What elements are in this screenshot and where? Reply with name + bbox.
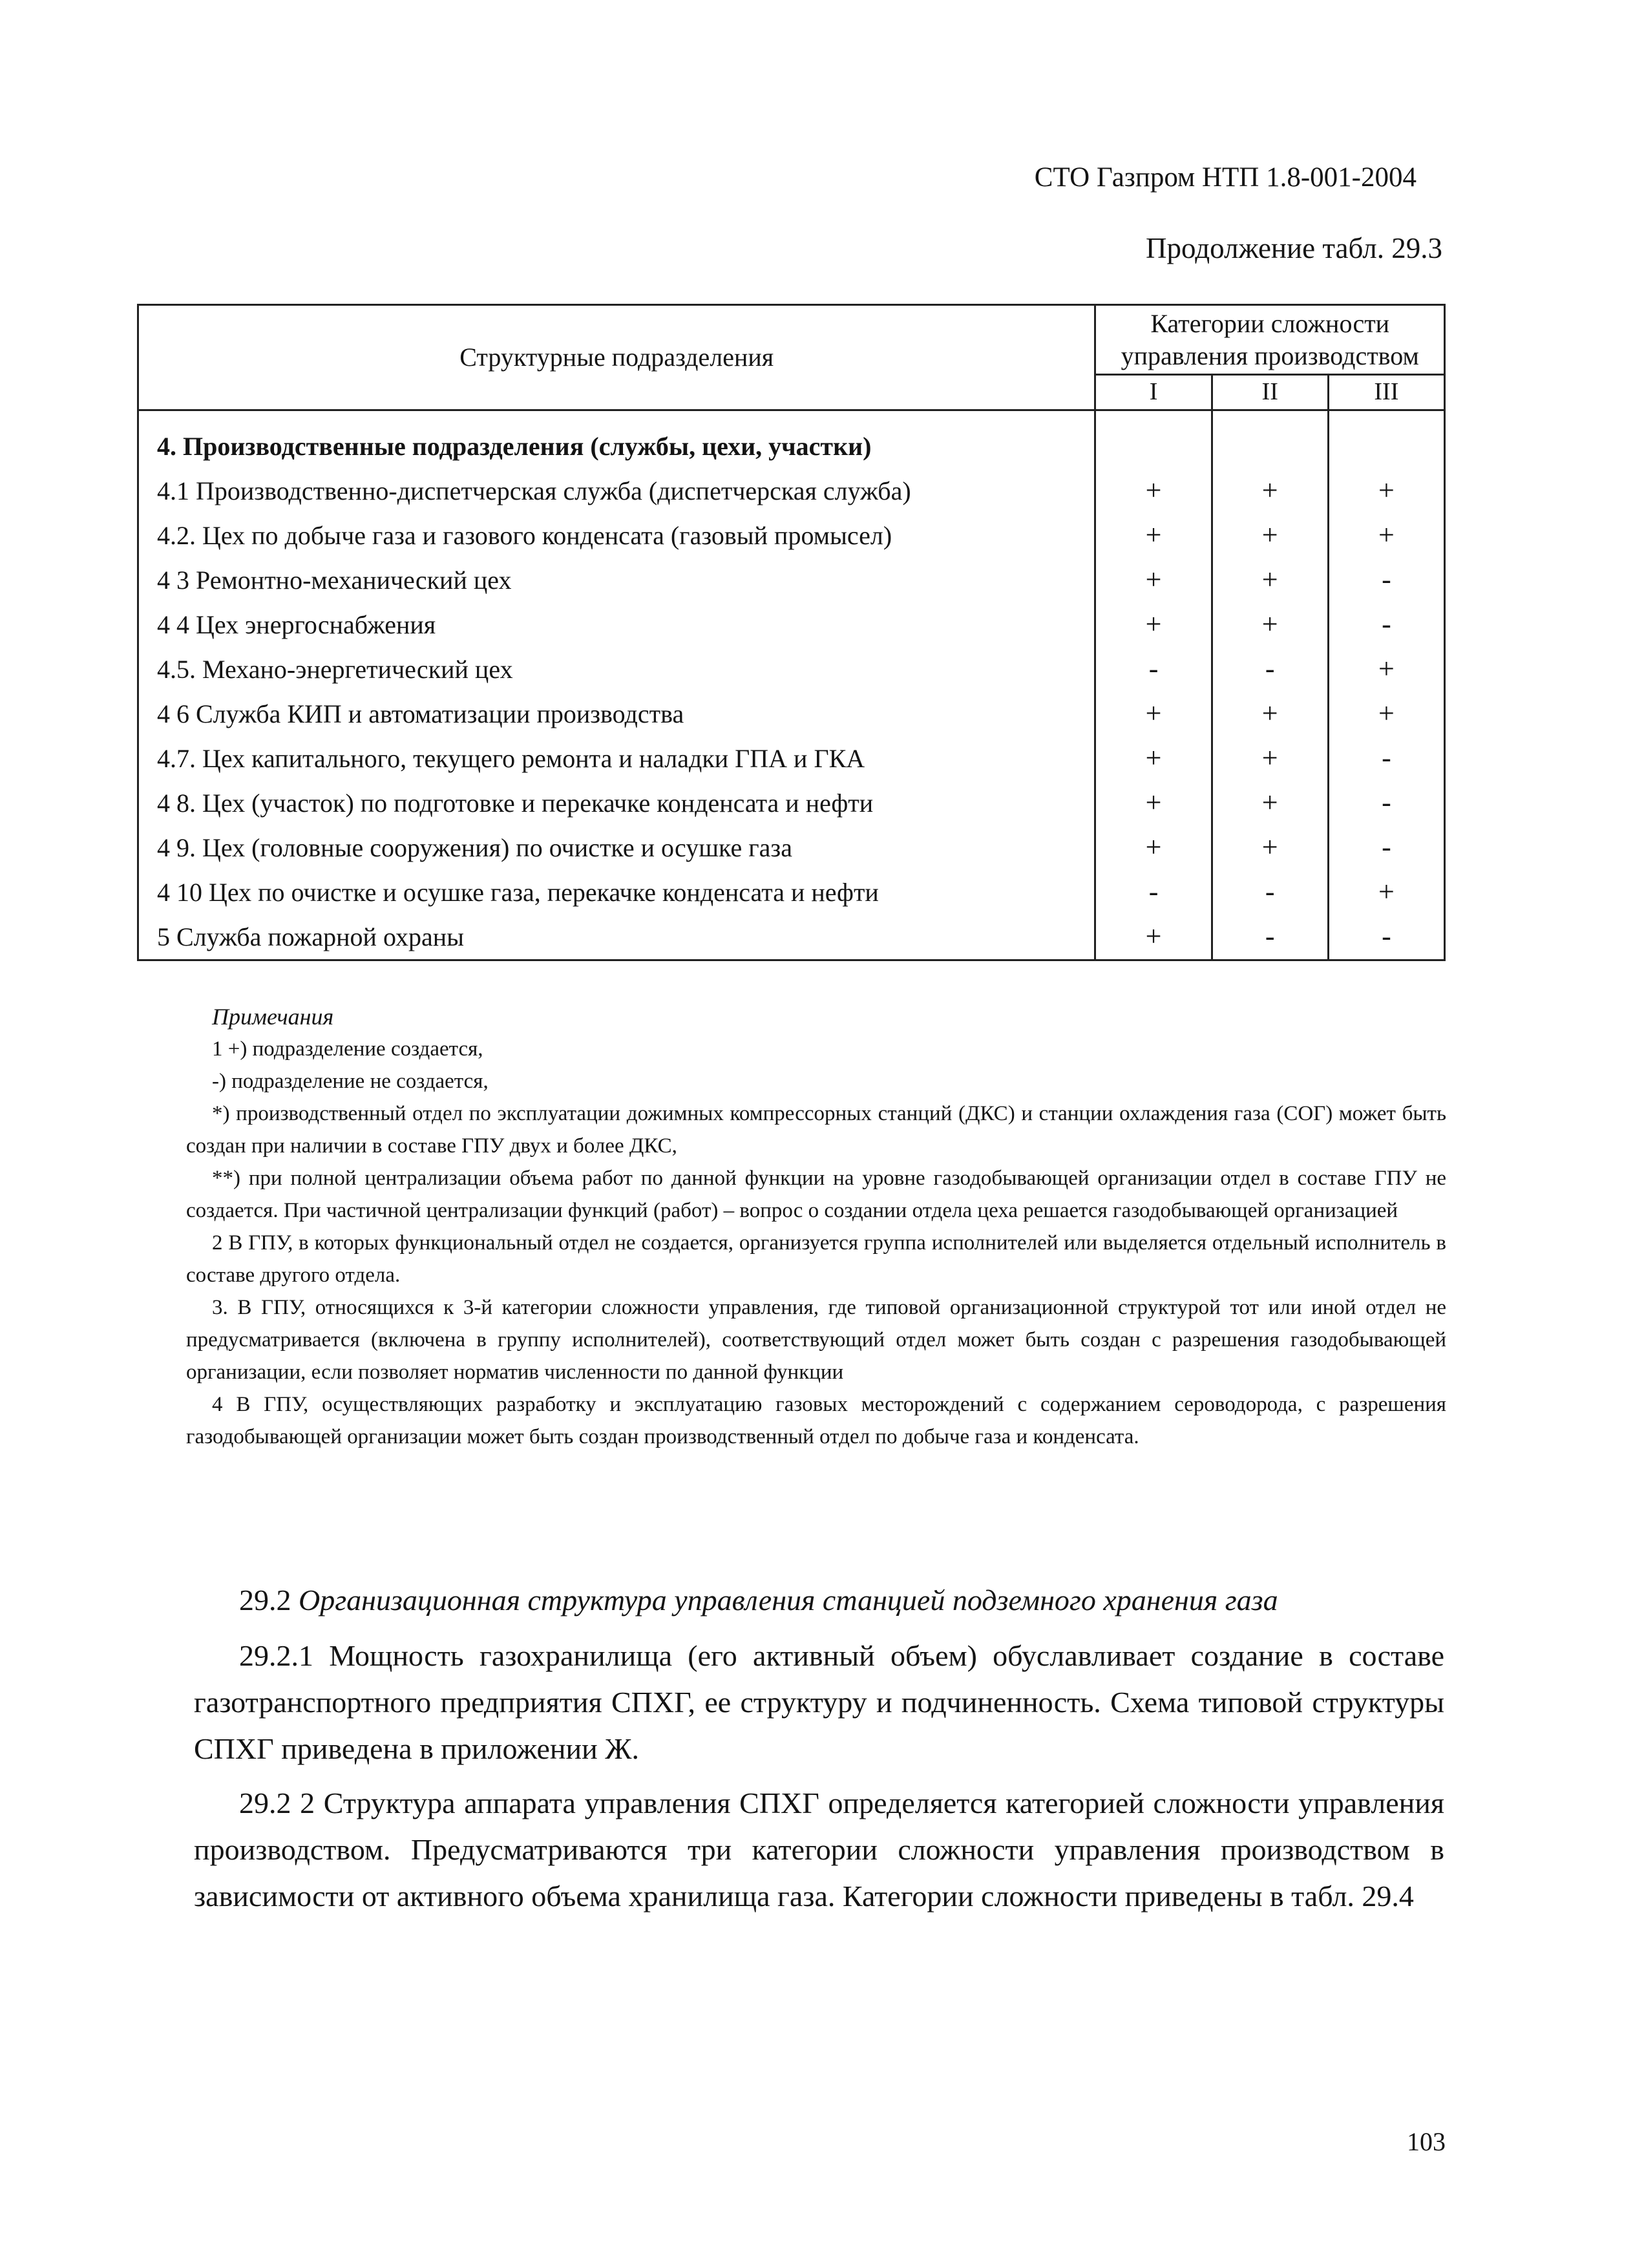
row-name: 4.5. Механо-энергетический цех [138, 647, 1095, 692]
category-mark: - [1328, 825, 1444, 870]
row-name: 4.2. Цех по добыче газа и газового конденсата (газовый промысел) [138, 513, 1095, 558]
category-mark: + [1328, 513, 1444, 558]
row-name: 5 Служба пожарной охраны [138, 915, 1095, 960]
category-mark: + [1095, 781, 1212, 825]
category-mark: + [1212, 513, 1328, 558]
row-name: 4 9. Цех (головные сооружения) по очистке и осушке газа [138, 825, 1095, 870]
row-name: 4 6 Служба КИП и автоматизации производства [138, 692, 1095, 736]
category-mark: - [1095, 870, 1212, 915]
category-mark: + [1328, 469, 1444, 513]
note-item: 4 В ГПУ, осуществляющих разработку и эксплуатацию газовых месторождений с содержанием сероводорода, с разрешения газодобывающей организации может быть создан производственный отдел по добыче газа и конденсата. [186, 1393, 1446, 1448]
section-row [138, 424, 1445, 469]
structure-table [137, 304, 1446, 961]
category-mark: - [1212, 870, 1328, 915]
subsection-heading [194, 1577, 1444, 1624]
category-mark: + [1095, 736, 1212, 781]
col-header-structure: Структурные подразделения [138, 305, 1095, 410]
paragraph: 29.2.1 Мощность газохранилища (его активный объем) обуславливает создание в составе газотранспортного предприятия СПХГ, ее структуру и подчиненность. Схема типовой структуры СПХГ приведена в приложении Ж. [194, 1639, 1444, 1765]
page-number: 103 [1407, 2127, 1446, 2156]
row-name: 4 3 Ремонтно-механический цех [138, 558, 1095, 602]
section-title: 4. Производственные подразделения (службы, цехи, участки) [138, 424, 1095, 469]
table-row [138, 915, 1445, 960]
table-row [138, 736, 1445, 781]
note-item: 3. В ГПУ, относящихся к 3-й категории сложности управления, где типовой организационной структурой тот или иной отдел не предусматривается (включена в группу исполнителей), соответствующий отдел может быть создан с разрешения газодобывающей организации, если позволяет норматив численности по данной функции [186, 1296, 1446, 1384]
note-item: **) при полной централизации объема работ по данной функции на уровне газодобывающей организации отдел в составе ГПУ не создается. При частичной централизации функций (работ) – вопрос о создании отдела цеха решается газодобывающей организацией [186, 1167, 1446, 1222]
category-mark: - [1328, 602, 1444, 647]
category-mark: + [1212, 825, 1328, 870]
category-mark: + [1328, 692, 1444, 736]
note-item: 2 В ГПУ, в которых функциональный отдел не создается, организуется группа исполнителей или выделяется отдельный исполнитель в составе другого отдела. [186, 1231, 1446, 1287]
category-mark: - [1212, 647, 1328, 692]
category-label: III [1328, 375, 1444, 410]
subsection-number: 29.2 [239, 1584, 291, 1616]
note-item: -) подразделение не создается, [212, 1070, 489, 1093]
category-mark: - [1328, 558, 1444, 602]
category-mark: + [1212, 602, 1328, 647]
row-name: 4 4 Цех энергоснабжения [138, 602, 1095, 647]
paragraph: 29.2 2 Структура аппарата управления СПХГ определяется категорией сложности управления производством. Предусматриваются три категории сложности управления производством в зависимости от активного объема хранилища газа. Категории сложности приведены в табл. 29.4 [194, 1786, 1444, 1913]
table-row [138, 513, 1445, 558]
category-mark: + [1095, 469, 1212, 513]
table-row [138, 825, 1445, 870]
category-mark: - [1095, 647, 1212, 692]
table-row [138, 692, 1445, 736]
table-continuation-label: Продолжение табл. 29.3 [1146, 232, 1442, 264]
category-mark: + [1095, 513, 1212, 558]
category-mark: + [1212, 692, 1328, 736]
notes-block [186, 1001, 1446, 1453]
category-mark: + [1212, 558, 1328, 602]
category-mark: - [1328, 915, 1444, 960]
table-row [138, 781, 1445, 825]
category-label: II [1212, 375, 1328, 410]
subsection-title: Организационная структура управления станцией подземного хранения газа [299, 1584, 1278, 1616]
category-mark: + [1212, 781, 1328, 825]
category-mark: - [1328, 736, 1444, 781]
category-mark: + [1095, 825, 1212, 870]
category-mark: + [1328, 647, 1444, 692]
table-row [138, 558, 1445, 602]
col-header-categories: Категории сложности управления производством [1095, 305, 1445, 375]
note-item: 1 +) подразделение создается, [212, 1037, 483, 1061]
row-name: 4 10 Цех по очистке и осушке газа, перекачке конденсата и нефти [138, 870, 1095, 915]
table-row [138, 602, 1445, 647]
category-mark: + [1095, 915, 1212, 960]
category-mark: + [1212, 469, 1328, 513]
category-mark: + [1212, 736, 1328, 781]
category-mark: + [1095, 692, 1212, 736]
notes-title: Примечания [212, 1004, 334, 1030]
table-row [138, 647, 1445, 692]
category-mark: - [1328, 781, 1444, 825]
document-standard-id: СТО Газпром НТП 1.8-001-2004 [1034, 162, 1417, 193]
body-text [194, 1577, 1444, 1927]
category-label: I [1095, 375, 1212, 410]
category-mark: + [1328, 870, 1444, 915]
row-name: 4.1 Производственно-диспетчерская служба (диспетчерская служба) [138, 469, 1095, 513]
category-mark: + [1095, 602, 1212, 647]
row-name: 4.7. Цех капитального, текущего ремонта и наладки ГПА и ГКА [138, 736, 1095, 781]
category-mark: - [1212, 915, 1328, 960]
note-item: *) производственный отдел по эксплуатации дожимных компрессорных станций (ДКС) и станции охлаждения газа (СОГ) может быть создан при наличии в составе ГПУ двух и более ДКС, [186, 1102, 1446, 1158]
row-name: 4 8. Цех (участок) по подготовке и перекачке конденсата и нефти [138, 781, 1095, 825]
category-mark: + [1095, 558, 1212, 602]
table-row [138, 469, 1445, 513]
table-row [138, 870, 1445, 915]
